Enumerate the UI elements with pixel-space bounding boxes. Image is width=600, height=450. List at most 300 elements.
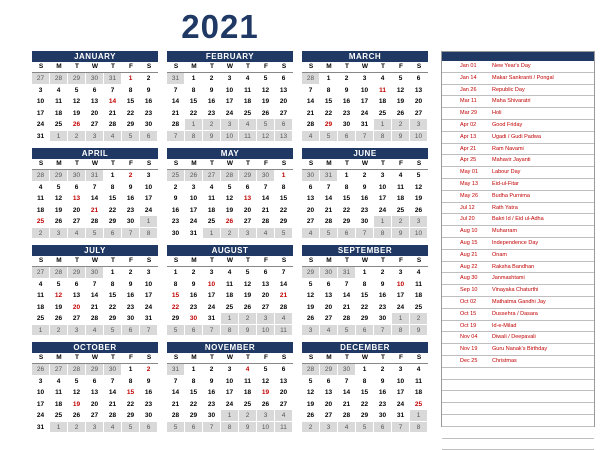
next-month-day: 7 (122, 228, 140, 240)
day-cell: 11 (392, 182, 410, 194)
day-cell: 9 (167, 193, 185, 205)
next-month-day: 8 (374, 131, 392, 143)
day-cell: 16 (356, 193, 374, 205)
holiday-panel (441, 51, 595, 427)
day-cell: 22 (356, 302, 374, 314)
day-cell: 3 (140, 170, 158, 182)
next-month-day: 7 (356, 228, 374, 240)
weekday-label: S (173, 160, 179, 167)
day-grid (302, 73, 428, 142)
day-cell: 25 (32, 313, 50, 325)
day-grid (32, 267, 158, 336)
day-cell: 23 (203, 399, 221, 411)
weekday-label: S (281, 160, 287, 167)
day-cell: 23 (122, 302, 140, 314)
day-cell: 30 (374, 410, 392, 422)
weekday-header (167, 159, 293, 170)
day-cell: 9 (140, 85, 158, 97)
holiday-date: Nov 19 (460, 346, 478, 353)
next-month-day: 2 (221, 228, 239, 240)
next-month-day: 1 (32, 325, 50, 337)
day-cell: 16 (374, 290, 392, 302)
day-cell: 23 (140, 108, 158, 120)
day-cell: 12 (257, 376, 275, 388)
day-cell: 15 (356, 290, 374, 302)
day-cell: 25 (50, 119, 68, 131)
next-month-day: 6 (122, 325, 140, 337)
day-cell: 5 (302, 279, 320, 291)
weekday-label: M (326, 160, 332, 167)
next-month-day: 6 (140, 422, 158, 434)
day-cell: 21 (86, 205, 104, 217)
day-cell: 7 (104, 85, 122, 97)
day-cell: 16 (185, 290, 203, 302)
day-cell: 3 (32, 85, 50, 97)
day-cell: 23 (374, 302, 392, 314)
day-cell: 29 (338, 216, 356, 228)
holiday-row (442, 179, 594, 191)
day-cell: 29 (104, 216, 122, 228)
day-cell: 31 (392, 410, 410, 422)
day-cell: 12 (302, 387, 320, 399)
day-cell: 7 (167, 376, 185, 388)
weekday-label: S (38, 257, 44, 264)
day-cell: 21 (167, 399, 185, 411)
next-month-day: 6 (104, 228, 122, 240)
holiday-name: Republic Day (492, 86, 525, 93)
holiday-name: Budha Purnima (492, 192, 530, 199)
holiday-date: Apr 25 (460, 157, 477, 164)
weekday-header (302, 256, 428, 267)
day-cell: 4 (221, 267, 239, 279)
day-cell: 10 (140, 279, 158, 291)
weekday-label: F (264, 257, 268, 264)
weekday-label: T (210, 257, 214, 264)
holiday-name: Mahavir Jayanti (492, 157, 531, 164)
day-cell: 11 (50, 96, 68, 108)
day-cell: 22 (104, 205, 122, 217)
day-cell: 12 (392, 85, 410, 97)
day-cell: 12 (68, 96, 86, 108)
weekday-label: F (399, 257, 403, 264)
day-cell: 15 (185, 387, 203, 399)
prev-month-day: 30 (257, 170, 275, 182)
holiday-name: Eid-ul-Fitar (492, 180, 519, 187)
day-cell: 5 (68, 376, 86, 388)
day-cell: 7 (302, 85, 320, 97)
day-cell: 27 (320, 410, 338, 422)
day-cell: 6 (275, 364, 293, 376)
weekday-label: M (326, 257, 332, 264)
holiday-date: May 26 (460, 192, 479, 199)
holiday-row (442, 368, 594, 380)
next-month-day: 8 (221, 325, 239, 337)
day-cell: 20 (275, 96, 293, 108)
next-month-day: 2 (68, 131, 86, 143)
next-month-day: 10 (257, 422, 275, 434)
prev-month-day: 30 (68, 170, 86, 182)
weekday-label: T (75, 160, 79, 167)
day-cell: 3 (203, 267, 221, 279)
next-month-day: 1 (374, 119, 392, 131)
day-cell: 13 (302, 193, 320, 205)
weekday-label: F (129, 63, 133, 70)
day-cell: 24 (203, 302, 221, 314)
weekday-label: W (361, 160, 369, 167)
day-cell: 1 (338, 170, 356, 182)
holiday-row (442, 332, 594, 344)
holiday-name: Ram Navami (492, 145, 524, 152)
day-cell: 5 (221, 182, 239, 194)
day-cell: 21 (167, 108, 185, 120)
day-cell: 10 (392, 376, 410, 388)
day-cell: 12 (410, 182, 428, 194)
next-month-day: 5 (320, 131, 338, 143)
day-cell: 21 (257, 205, 275, 217)
next-month-day: 8 (392, 325, 410, 337)
holiday-name: Guru Nanak's Birthday (492, 346, 548, 353)
day-cell: 3 (185, 182, 203, 194)
day-cell: 4 (410, 267, 428, 279)
day-cell: 7 (338, 376, 356, 388)
next-month-day: 3 (257, 313, 275, 325)
day-cell: 20 (68, 302, 86, 314)
day-cell: 30 (167, 228, 185, 240)
day-cell: 17 (32, 108, 50, 120)
day-cell: 5 (302, 376, 320, 388)
holiday-name: Mathatma Gandhi Jay (492, 298, 546, 305)
weekday-label: W (91, 160, 99, 167)
day-cell: 4 (32, 182, 50, 194)
day-cell: 6 (410, 73, 428, 85)
day-cell: 15 (122, 96, 140, 108)
month-july (32, 245, 158, 336)
day-cell: 6 (68, 279, 86, 291)
holiday-row (442, 356, 594, 368)
day-cell: 18 (239, 96, 257, 108)
next-month-day: 4 (338, 422, 356, 434)
prev-month-day: 30 (86, 73, 104, 85)
day-cell: 22 (122, 108, 140, 120)
day-cell: 22 (356, 399, 374, 411)
next-month-day: 5 (275, 228, 293, 240)
day-cell: 13 (68, 193, 86, 205)
prev-month-day: 31 (86, 170, 104, 182)
weekday-label: M (56, 160, 62, 167)
prev-month-day: 28 (302, 73, 320, 85)
day-cell: 30 (374, 313, 392, 325)
weekday-label: S (308, 354, 314, 361)
day-cell: 19 (50, 205, 68, 217)
day-cell: 7 (275, 267, 293, 279)
weekday-label: S (308, 160, 314, 167)
day-cell: 8 (338, 182, 356, 194)
day-cell: 9 (122, 279, 140, 291)
next-month-day: 4 (302, 228, 320, 240)
next-month-day: 6 (338, 131, 356, 143)
next-month-day: 13 (275, 131, 293, 143)
day-cell: 6 (320, 279, 338, 291)
weekday-label: W (91, 257, 99, 264)
day-cell: 19 (257, 96, 275, 108)
next-month-day: 1 (410, 410, 428, 422)
weekday-label: M (191, 257, 197, 264)
holiday-date (442, 439, 492, 450)
day-cell: 19 (221, 205, 239, 217)
month-name: MARCH (302, 51, 428, 62)
day-cell: 21 (104, 108, 122, 120)
holiday-row (442, 120, 594, 132)
day-cell: 19 (50, 302, 68, 314)
day-cell: 20 (257, 290, 275, 302)
prev-month-day: 29 (50, 170, 68, 182)
day-cell: 7 (167, 85, 185, 97)
day-cell: 14 (338, 290, 356, 302)
day-cell: 16 (203, 96, 221, 108)
day-cell: 30 (140, 119, 158, 131)
weekday-label: T (75, 63, 79, 70)
holiday-name: Makar Sankranti / Pongal (492, 74, 554, 81)
holiday-date: Apr 21 (460, 145, 477, 152)
holiday-name: Independence Day (492, 239, 539, 246)
day-cell: 20 (239, 205, 257, 217)
day-cell: 27 (302, 216, 320, 228)
holiday-date: Mar 29 (460, 110, 478, 117)
holiday-row (442, 214, 594, 226)
prev-month-day: 30 (338, 364, 356, 376)
holiday-list (442, 61, 594, 450)
holiday-row (442, 427, 594, 439)
day-cell: 10 (221, 85, 239, 97)
month-september (302, 245, 428, 336)
day-cell: 2 (203, 73, 221, 85)
weekday-label: T (111, 63, 115, 70)
next-month-day: 1 (221, 313, 239, 325)
holiday-date: Jan 01 (460, 63, 477, 69)
holiday-row (442, 73, 594, 85)
holiday-date: Aug 21 (460, 251, 478, 258)
weekday-label: T (210, 63, 214, 70)
weekday-label: T (381, 257, 385, 264)
day-cell: 1 (104, 170, 122, 182)
weekday-label: M (56, 63, 62, 70)
holiday-date: Jan 14 (460, 74, 477, 81)
holiday-name: Vinayaka Chaturthi (492, 287, 539, 294)
day-cell: 22 (338, 205, 356, 217)
day-cell: 28 (338, 410, 356, 422)
holiday-name (492, 415, 594, 426)
next-month-day: 1 (50, 131, 68, 143)
day-cell: 23 (167, 216, 185, 228)
day-cell: 12 (50, 193, 68, 205)
prev-month-day: 29 (320, 364, 338, 376)
month-name: DECEMBER (302, 342, 428, 353)
weekday-label: T (246, 354, 250, 361)
next-month-day: 9 (239, 422, 257, 434)
next-month-day: 4 (104, 131, 122, 143)
prev-month-day: 30 (104, 364, 122, 376)
holiday-row (442, 321, 594, 333)
next-month-day: 2 (302, 422, 320, 434)
holiday-date: Aug 22 (460, 263, 478, 270)
day-grid (32, 364, 158, 433)
day-cell: 4 (392, 170, 410, 182)
next-month-day: 5 (86, 228, 104, 240)
prev-month-day: 27 (32, 267, 50, 279)
day-cell: 13 (275, 85, 293, 97)
day-cell: 5 (257, 364, 275, 376)
next-month-day: 3 (320, 422, 338, 434)
day-cell: 20 (68, 205, 86, 217)
prev-month-day: 29 (86, 364, 104, 376)
day-cell: 18 (410, 290, 428, 302)
next-month-day: 1 (185, 119, 203, 131)
holiday-date: Sep 10 (460, 287, 478, 294)
prev-month-day: 28 (68, 364, 86, 376)
day-cell: 21 (104, 399, 122, 411)
holiday-date: Aug 15 (460, 239, 478, 246)
day-cell: 13 (239, 193, 257, 205)
day-cell: 14 (275, 279, 293, 291)
holiday-name (492, 380, 594, 391)
prev-month-day: 28 (50, 73, 68, 85)
day-cell: 3 (221, 73, 239, 85)
prev-month-day: 27 (50, 364, 68, 376)
day-cell: 18 (221, 290, 239, 302)
day-cell: 26 (50, 313, 68, 325)
weekday-label: F (399, 160, 403, 167)
day-cell: 8 (122, 85, 140, 97)
day-cell: 8 (104, 182, 122, 194)
day-cell: 1 (356, 267, 374, 279)
day-cell: 27 (68, 313, 86, 325)
day-grid (32, 170, 158, 239)
day-cell: 15 (338, 193, 356, 205)
day-cell: 21 (275, 290, 293, 302)
month-name: OCTOBER (32, 342, 158, 353)
day-cell: 25 (221, 302, 239, 314)
weekday-label: S (308, 63, 314, 70)
day-cell: 2 (338, 73, 356, 85)
next-month-day: 10 (221, 131, 239, 143)
holiday-name: Janmashtami (492, 275, 525, 282)
month-name: APRIL (32, 148, 158, 159)
next-month-day: 8 (140, 228, 158, 240)
day-cell: 8 (356, 376, 374, 388)
prev-month-day: 30 (302, 170, 320, 182)
month-october (32, 342, 158, 433)
day-cell: 7 (86, 279, 104, 291)
day-cell: 23 (140, 399, 158, 411)
day-cell: 14 (257, 193, 275, 205)
weekday-label: S (38, 354, 44, 361)
weekday-label: F (264, 160, 268, 167)
holiday-date (442, 391, 492, 402)
holiday-row (442, 403, 594, 415)
day-cell: 16 (140, 387, 158, 399)
day-cell: 3 (356, 73, 374, 85)
holiday-row (442, 262, 594, 274)
next-month-day: 6 (374, 422, 392, 434)
day-cell: 9 (203, 376, 221, 388)
prev-month-day: 26 (185, 170, 203, 182)
weekday-label: S (38, 63, 44, 70)
day-cell: 19 (68, 399, 86, 411)
holiday-name: Dussehra / Dasara (492, 310, 538, 317)
holiday-row (442, 108, 594, 120)
next-month-day: 1 (203, 228, 221, 240)
holiday-row (442, 144, 594, 156)
day-cell: 26 (68, 119, 86, 131)
day-cell: 4 (410, 364, 428, 376)
prev-month-day: 25 (167, 170, 185, 182)
day-cell: 30 (356, 216, 374, 228)
day-cell: 28 (104, 410, 122, 422)
holiday-name: Rath Yatra (492, 204, 518, 211)
day-cell: 30 (122, 216, 140, 228)
weekday-label: T (345, 354, 349, 361)
prev-month-day: 30 (86, 267, 104, 279)
day-cell: 22 (320, 108, 338, 120)
day-cell: 8 (320, 85, 338, 97)
weekday-header (32, 159, 158, 170)
day-cell: 21 (320, 205, 338, 217)
day-cell: 22 (185, 108, 203, 120)
month-name: MAY (167, 148, 293, 159)
day-cell: 30 (140, 410, 158, 422)
day-cell: 17 (185, 205, 203, 217)
next-month-day: 12 (257, 131, 275, 143)
day-cell: 7 (104, 376, 122, 388)
prev-month-day: 31 (104, 73, 122, 85)
day-grid (32, 73, 158, 142)
day-cell: 6 (302, 182, 320, 194)
weekday-label: W (361, 354, 369, 361)
day-cell: 17 (32, 399, 50, 411)
day-cell: 22 (104, 302, 122, 314)
holiday-date: Oct 19 (460, 322, 477, 329)
weekday-label: F (129, 257, 133, 264)
next-month-day: 8 (374, 228, 392, 240)
day-cell: 8 (185, 376, 203, 388)
holiday-name: Ugadi / Gudi Padwa (492, 133, 541, 140)
holiday-date: Jan 26 (460, 86, 477, 93)
day-cell: 25 (239, 108, 257, 120)
day-cell: 8 (104, 279, 122, 291)
holiday-date: Aug 30 (460, 275, 478, 282)
day-cell: 25 (203, 216, 221, 228)
year-title: 2021 (181, 8, 259, 45)
next-month-day: 4 (239, 119, 257, 131)
weekday-header (32, 353, 158, 364)
day-cell: 23 (185, 302, 203, 314)
day-cell: 25 (392, 205, 410, 217)
prev-month-day: 29 (302, 267, 320, 279)
holiday-row (442, 439, 594, 450)
day-cell: 5 (410, 170, 428, 182)
holiday-panel-header (442, 52, 594, 61)
day-cell: 12 (221, 193, 239, 205)
day-cell: 15 (356, 387, 374, 399)
day-cell: 11 (239, 85, 257, 97)
holiday-date: Apr 02 (460, 121, 477, 128)
weekday-label: W (91, 63, 99, 70)
month-january (32, 51, 158, 142)
month-june (302, 148, 428, 239)
day-cell: 11 (203, 193, 221, 205)
day-cell: 16 (122, 290, 140, 302)
day-cell: 29 (167, 313, 185, 325)
